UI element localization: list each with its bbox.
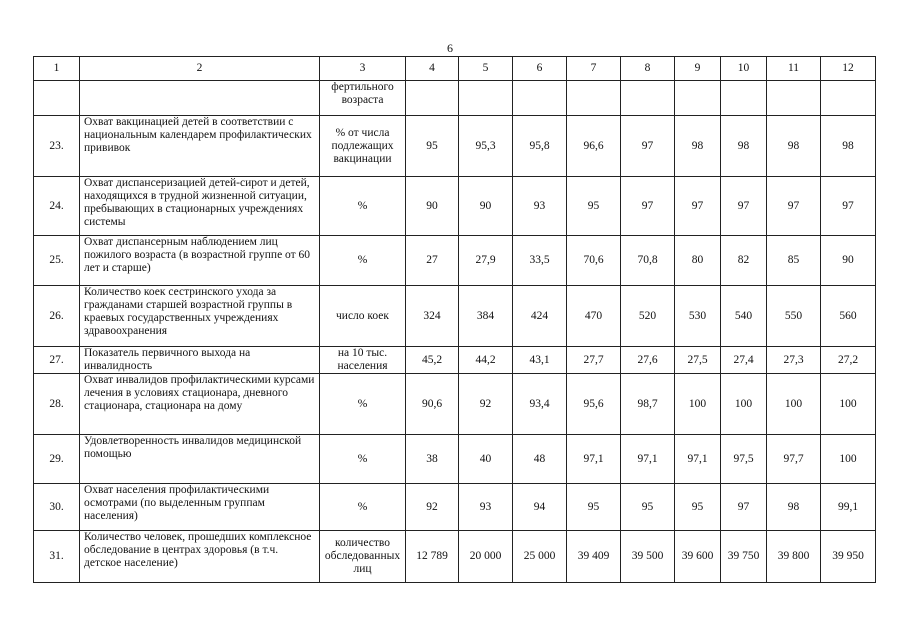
value-cell: 90 bbox=[459, 177, 513, 236]
unit-cell: на 10 тыс. населения bbox=[320, 347, 406, 374]
value-cell: 97 bbox=[821, 177, 876, 236]
value-cell: 97 bbox=[621, 116, 675, 177]
value-cell: 25 000 bbox=[513, 531, 567, 583]
column-header: 12 bbox=[821, 57, 876, 81]
value-cell: 98 bbox=[767, 116, 821, 177]
continuation-row bbox=[34, 81, 876, 116]
column-header: 8 bbox=[621, 57, 675, 81]
unit-cell: число коек bbox=[320, 286, 406, 347]
value-cell: 90 bbox=[406, 177, 459, 236]
indicator-cell bbox=[80, 81, 320, 116]
value-cell: 95,6 bbox=[567, 374, 621, 435]
value-cell: 98 bbox=[821, 116, 876, 177]
value-cell bbox=[821, 81, 876, 116]
value-cell: 98 bbox=[675, 116, 721, 177]
value-cell: 39 500 bbox=[621, 531, 675, 583]
value-cell: 90 bbox=[821, 236, 876, 286]
value-cell: 40 bbox=[459, 435, 513, 484]
value-cell: 70,8 bbox=[621, 236, 675, 286]
unit-cell: % от числа подлежащих вакцинации bbox=[320, 116, 406, 177]
value-cell: 95 bbox=[567, 177, 621, 236]
indicator-cell: Охват диспансеризацией детей-сирот и детей, находящихся в трудной жизненной ситуации, пребывающих в стационарных учреждениях системы bbox=[80, 177, 320, 236]
column-header-row bbox=[34, 57, 876, 81]
value-cell: 96,6 bbox=[567, 116, 621, 177]
table-row bbox=[34, 435, 876, 484]
column-header: 3 bbox=[320, 57, 406, 81]
value-cell: 39 800 bbox=[767, 531, 821, 583]
column-header: 5 bbox=[459, 57, 513, 81]
value-cell: 45,2 bbox=[406, 347, 459, 374]
value-cell: 27,2 bbox=[821, 347, 876, 374]
value-cell: 540 bbox=[721, 286, 767, 347]
indicator-cell: Количество коек сестринского ухода за гражданами старшей возрастной группы в краевых государственных учреждениях здравоохранения bbox=[80, 286, 320, 347]
value-cell: 93 bbox=[513, 177, 567, 236]
value-cell bbox=[459, 81, 513, 116]
value-cell: 70,6 bbox=[567, 236, 621, 286]
value-cell: 97,5 bbox=[721, 435, 767, 484]
value-cell: 98 bbox=[721, 116, 767, 177]
unit-cell: фертильного возраста bbox=[320, 81, 406, 116]
row-number-cell: 24. bbox=[34, 177, 80, 236]
column-header: 1 bbox=[34, 57, 80, 81]
value-cell: 92 bbox=[459, 374, 513, 435]
indicators-table bbox=[33, 56, 876, 583]
value-cell: 100 bbox=[767, 374, 821, 435]
value-cell: 560 bbox=[821, 286, 876, 347]
value-cell: 100 bbox=[721, 374, 767, 435]
value-cell: 39 409 bbox=[567, 531, 621, 583]
value-cell: 27,7 bbox=[567, 347, 621, 374]
value-cell: 93 bbox=[459, 484, 513, 531]
value-cell: 39 750 bbox=[721, 531, 767, 583]
value-cell: 27,6 bbox=[621, 347, 675, 374]
table-row bbox=[34, 116, 876, 177]
value-cell bbox=[621, 81, 675, 116]
value-cell: 530 bbox=[675, 286, 721, 347]
indicator-cell: Количество человек, прошедших комплексное обследование в центрах здоровья (в т.ч. детское население) bbox=[80, 531, 320, 583]
indicator-cell: Охват населения профилактическими осмотрами (по выделенным группам населения) bbox=[80, 484, 320, 531]
indicator-cell: Охват инвалидов профилактическими курсами лечения в условиях стационара, дневного стационара, стационара на дому bbox=[80, 374, 320, 435]
table-row bbox=[34, 286, 876, 347]
column-header: 6 bbox=[513, 57, 567, 81]
value-cell: 95 bbox=[567, 484, 621, 531]
unit-cell: % bbox=[320, 236, 406, 286]
indicator-cell: Удовлетворенность инвалидов медицинской помощью bbox=[80, 435, 320, 484]
value-cell: 97 bbox=[621, 177, 675, 236]
row-number-cell bbox=[34, 81, 80, 116]
value-cell: 97 bbox=[767, 177, 821, 236]
value-cell: 520 bbox=[621, 286, 675, 347]
value-cell: 38 bbox=[406, 435, 459, 484]
row-number-cell: 28. bbox=[34, 374, 80, 435]
unit-cell: % bbox=[320, 374, 406, 435]
table-row bbox=[34, 374, 876, 435]
row-number-cell: 29. bbox=[34, 435, 80, 484]
column-header: 2 bbox=[80, 57, 320, 81]
value-cell: 97 bbox=[675, 177, 721, 236]
value-cell: 95 bbox=[406, 116, 459, 177]
value-cell: 85 bbox=[767, 236, 821, 286]
value-cell: 12 789 bbox=[406, 531, 459, 583]
column-header: 9 bbox=[675, 57, 721, 81]
value-cell: 43,1 bbox=[513, 347, 567, 374]
value-cell: 97,1 bbox=[621, 435, 675, 484]
indicator-cell: Охват вакцинацией детей в соответствии с национальным календарем профилактических прививок bbox=[80, 116, 320, 177]
value-cell: 27,3 bbox=[767, 347, 821, 374]
value-cell: 98,7 bbox=[621, 374, 675, 435]
value-cell bbox=[675, 81, 721, 116]
value-cell bbox=[767, 81, 821, 116]
value-cell: 92 bbox=[406, 484, 459, 531]
value-cell: 33,5 bbox=[513, 236, 567, 286]
value-cell: 95,8 bbox=[513, 116, 567, 177]
value-cell: 93,4 bbox=[513, 374, 567, 435]
column-header: 4 bbox=[406, 57, 459, 81]
table-row bbox=[34, 177, 876, 236]
value-cell: 27,9 bbox=[459, 236, 513, 286]
value-cell: 27 bbox=[406, 236, 459, 286]
value-cell: 97,7 bbox=[767, 435, 821, 484]
value-cell: 99,1 bbox=[821, 484, 876, 531]
value-cell: 27,5 bbox=[675, 347, 721, 374]
row-number-cell: 26. bbox=[34, 286, 80, 347]
value-cell: 100 bbox=[821, 374, 876, 435]
value-cell: 100 bbox=[821, 435, 876, 484]
column-header: 7 bbox=[567, 57, 621, 81]
table-row bbox=[34, 236, 876, 286]
value-cell bbox=[567, 81, 621, 116]
value-cell: 94 bbox=[513, 484, 567, 531]
table-row bbox=[34, 347, 876, 374]
row-number-cell: 31. bbox=[34, 531, 80, 583]
value-cell bbox=[513, 81, 567, 116]
row-number-cell: 23. bbox=[34, 116, 80, 177]
value-cell: 95 bbox=[675, 484, 721, 531]
value-cell: 97 bbox=[721, 177, 767, 236]
value-cell: 100 bbox=[675, 374, 721, 435]
value-cell: 20 000 bbox=[459, 531, 513, 583]
value-cell: 39 950 bbox=[821, 531, 876, 583]
table-row bbox=[34, 484, 876, 531]
value-cell: 384 bbox=[459, 286, 513, 347]
value-cell: 470 bbox=[567, 286, 621, 347]
value-cell: 39 600 bbox=[675, 531, 721, 583]
value-cell: 80 bbox=[675, 236, 721, 286]
value-cell bbox=[406, 81, 459, 116]
value-cell: 97,1 bbox=[567, 435, 621, 484]
row-number-cell: 25. bbox=[34, 236, 80, 286]
value-cell: 97 bbox=[721, 484, 767, 531]
value-cell: 97,1 bbox=[675, 435, 721, 484]
value-cell: 90,6 bbox=[406, 374, 459, 435]
indicator-cell: Показатель первичного выхода на инвалидность bbox=[80, 347, 320, 374]
column-header: 10 bbox=[721, 57, 767, 81]
value-cell: 27,4 bbox=[721, 347, 767, 374]
column-header: 11 bbox=[767, 57, 821, 81]
value-cell: 98 bbox=[767, 484, 821, 531]
page-number: 6 bbox=[447, 41, 453, 55]
value-cell: 324 bbox=[406, 286, 459, 347]
row-number-cell: 30. bbox=[34, 484, 80, 531]
indicator-cell: Охват диспансерным наблюдением лиц пожилого возраста (в возрастной группе от 60 лет и старше) bbox=[80, 236, 320, 286]
value-cell: 48 bbox=[513, 435, 567, 484]
value-cell: 424 bbox=[513, 286, 567, 347]
value-cell: 44,2 bbox=[459, 347, 513, 374]
unit-cell: % bbox=[320, 177, 406, 236]
value-cell: 82 bbox=[721, 236, 767, 286]
value-cell: 550 bbox=[767, 286, 821, 347]
value-cell bbox=[721, 81, 767, 116]
table-row bbox=[34, 531, 876, 583]
value-cell: 95 bbox=[621, 484, 675, 531]
unit-cell: количество обследованных лиц bbox=[320, 531, 406, 583]
row-number-cell: 27. bbox=[34, 347, 80, 374]
unit-cell: % bbox=[320, 435, 406, 484]
unit-cell: % bbox=[320, 484, 406, 531]
value-cell: 95,3 bbox=[459, 116, 513, 177]
